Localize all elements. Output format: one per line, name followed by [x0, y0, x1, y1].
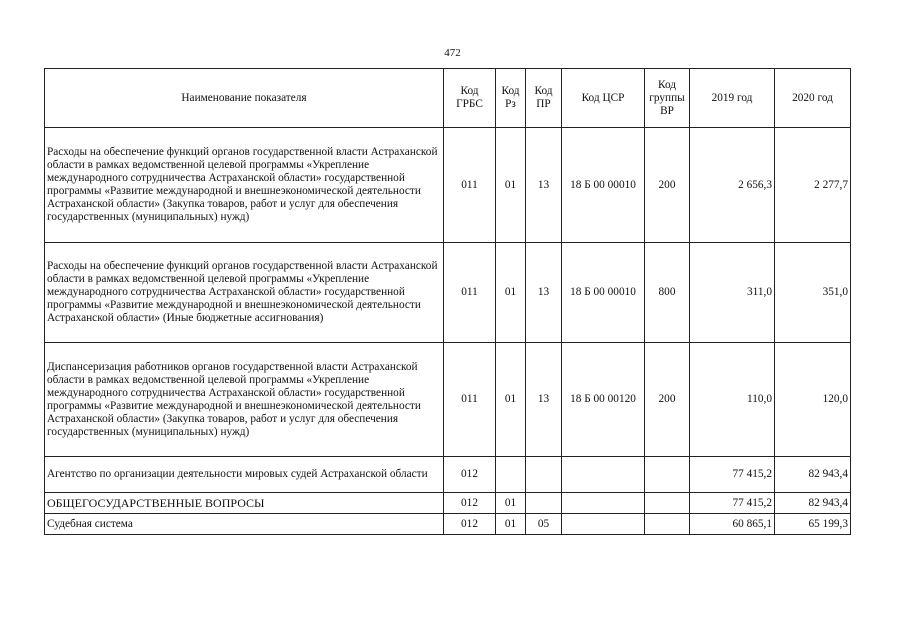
row-pr — [526, 493, 562, 514]
row-csr: 18 Б 00 00010 — [562, 243, 645, 343]
row-2019: 110,0 — [690, 343, 775, 457]
table-row — [45, 493, 851, 514]
row-name: Судебная система — [45, 514, 444, 535]
table-row — [45, 128, 851, 243]
row-csr — [562, 493, 645, 514]
row-csr: 18 Б 00 00120 — [562, 343, 645, 457]
row-2019: 2 656,3 — [690, 128, 775, 243]
table-row — [45, 243, 851, 343]
table-header-row — [45, 69, 851, 128]
row-2019: 311,0 — [690, 243, 775, 343]
row-2020: 82 943,4 — [775, 493, 851, 514]
row-grbs: 011 — [444, 128, 496, 243]
row-2019: 77 415,2 — [690, 493, 775, 514]
header-2020: 2020 год — [775, 69, 851, 128]
row-rz — [496, 457, 526, 493]
header-pr: Код ПР — [526, 69, 562, 128]
row-pr: 13 — [526, 243, 562, 343]
table-row — [45, 457, 851, 493]
row-grbs: 012 — [444, 514, 496, 535]
row-2020: 351,0 — [775, 243, 851, 343]
row-grbs: 012 — [444, 457, 496, 493]
row-vr: 200 — [645, 343, 690, 457]
table-row — [45, 343, 851, 457]
row-2020: 120,0 — [775, 343, 851, 457]
row-2019: 77 415,2 — [690, 457, 775, 493]
row-name: Расходы на обеспечение функций органов государственной власти Астраханской области в рамках ведомственной целевой программы «Укрепление международного сотрудничества Астраханской области» государственной программы «Развитие международной и внешнеэкономической деятельности Астраханской области» (Иные бюджетные ассигнования) — [45, 243, 444, 343]
row-grbs: 011 — [444, 343, 496, 457]
header-vr: Код группы ВР — [645, 69, 690, 128]
row-csr: 18 Б 00 00010 — [562, 128, 645, 243]
row-grbs: 011 — [444, 243, 496, 343]
page-number: 472 — [444, 47, 461, 59]
row-pr — [526, 457, 562, 493]
budget-table — [44, 68, 851, 535]
row-2020: 65 199,3 — [775, 514, 851, 535]
row-name: ОБЩЕГОСУДАРСТВЕННЫЕ ВОПРОСЫ — [45, 493, 444, 514]
row-rz: 01 — [496, 343, 526, 457]
row-pr: 13 — [526, 128, 562, 243]
row-csr — [562, 514, 645, 535]
row-csr — [562, 457, 645, 493]
row-2019: 60 865,1 — [690, 514, 775, 535]
row-2020: 82 943,4 — [775, 457, 851, 493]
row-vr: 800 — [645, 243, 690, 343]
row-name: Диспансеризация работников органов государственной власти Астраханской области в рамках ведомственной целевой программы «Укрепление международного сотрудничества Астраханской области» государственной программы «Развитие международной и внешнеэкономической деятельности Астраханской области» (Закупка товаров, работ и услуг для обеспечения государственных (муниципальных) нужд) — [45, 343, 444, 457]
row-vr: 200 — [645, 128, 690, 243]
row-rz: 01 — [496, 243, 526, 343]
header-name: Наименование показателя — [45, 69, 444, 128]
row-pr: 13 — [526, 343, 562, 457]
header-2019: 2019 год — [690, 69, 775, 128]
row-name: Расходы на обеспечение функций органов государственной власти Астраханской области в рамках ведомственной целевой программы «Укрепление международного сотрудничества Астраханской области» государственной программы «Развитие международной и внешнеэкономической деятельности Астраханской области» (Закупка товаров, работ и услуг для обеспечения государственных (муниципальных) нужд) — [45, 128, 444, 243]
header-csr: Код ЦСР — [562, 69, 645, 128]
row-rz: 01 — [496, 514, 526, 535]
header-rz: Код Рз — [496, 69, 526, 128]
row-name: Агентство по организации деятельности мировых судей Астраханской области — [45, 457, 444, 493]
row-2020: 2 277,7 — [775, 128, 851, 243]
row-rz: 01 — [496, 493, 526, 514]
row-grbs: 012 — [444, 493, 496, 514]
row-vr — [645, 514, 690, 535]
row-vr — [645, 457, 690, 493]
row-pr: 05 — [526, 514, 562, 535]
row-vr — [645, 493, 690, 514]
table-row — [45, 514, 851, 535]
header-grbs: Код ГРБС — [444, 69, 496, 128]
row-rz: 01 — [496, 128, 526, 243]
